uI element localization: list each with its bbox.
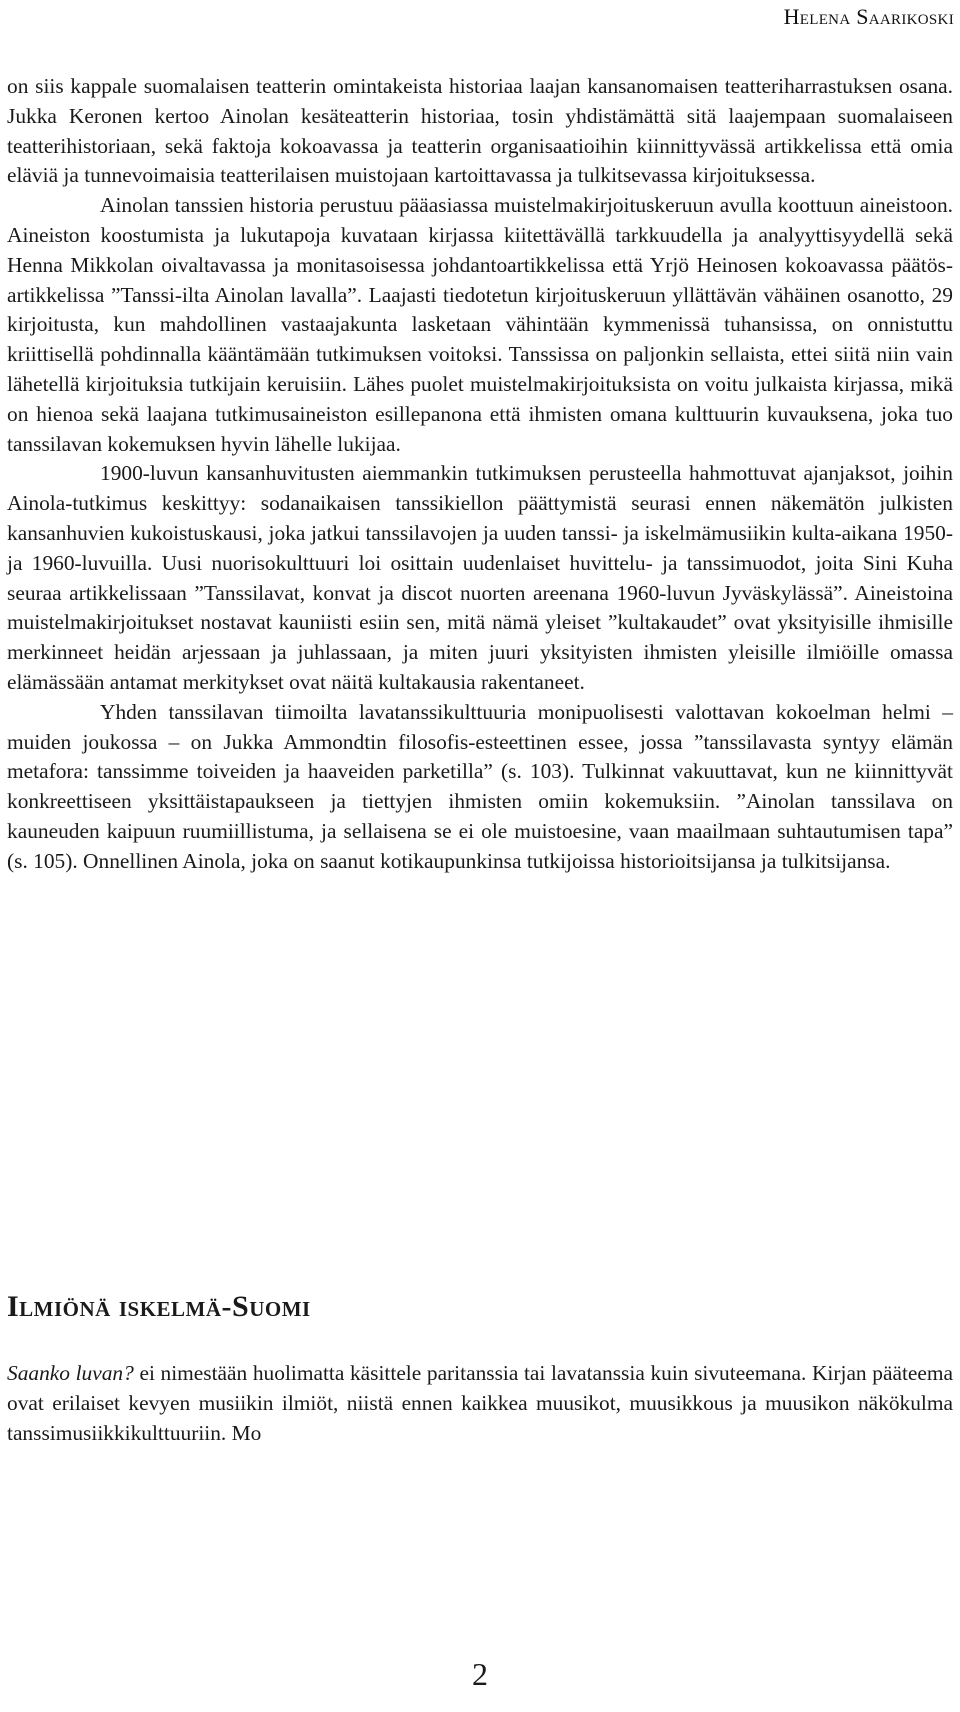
paragraph-4: Yhden tanssilavan tiimoilta lavatanssikulttuuria monipuolisesti valottavan kokoelman helmi – muiden joukossa – on Jukka Ammondtin filosofis-esteettinen essee, jossa ”tanssilavasta syntyy elämän metafora: tanssimme toiveiden ja haaveiden parketilla” (s. 103). Tulkinnat vakuuttavat, kun ne kiinnittyvät konkreettiseen yksittäistapaukseen ja tiettyjen ihmisten omiin kokemuksiin. ”Ainolan tanssilava on kauneuden kaipuun ruumiillistuma, ja sellaisena se ei ole muistoesine, vaan maailmaan suhtautumisen tapa” (s. 105). Onnellinen Ainola, joka on saanut kotikaupunkinsa tutkijoissa historioitsijansa ja tulkitsijansa. [7, 699, 953, 873]
page-number: 2 [472, 1656, 488, 1692]
paragraph-2: Ainolan tanssien historia perustuu pääasiassa muistelmakirjoituskeruun avulla koottuun aineistoon. Aineiston koostumista ja lukutapoja kuvataan kirjassa kiitettävällä tarkkuudella ja analyyttisyydellä sekä Henna Mikkolan oivaltavassa ja monitasoisessa johdantoartikkelissa että Yrjö Heinosen kokoavassa päätösartikkelissa ”Tanssi-ilta Ainolan lavalla”. Laajasti tiedotetun kirjoituskeruun yllättävän vähäinen osanotto, 29 kirjoitusta, kun mahdollinen vastaajakunta lasketaan vähintään kymmenissä tuhansissa, on onnistuttu kriittisellä pohdinnalla kääntämään tutkimuksen voitoksi. Tanssissa on paljonkin sellaista, ettei siitä niin vain lähetellä kirjoituksia tutkijain keruisiin. Lähes puolet muistelmakirjoituksista on voitu julkaista kirjassa, mikä on hienoa sekä laajana tutkimusaineiston esillepanona että ihmisten omana kulttuurin kuvauksena, joka tuo tanssilavan kokemuksen hyvin lähelle lukijaa. [7, 193, 953, 456]
paragraph-1: on siis kappale suomalaisen teatterin omintakeista historiaa laajan kansanomaisen teatteriharrastuksen osana. Jukka Keronen kertoo Ainolan kesäteatterin historiaa, tosin yhdistämättä sitä laajempaan suomalaiseen teatterihistoriaan, sekä faktoja kokoavassa ja teatterin organisaatioihin kiinnittyvässä artikkelissa että omia eläviä ja tunnevoimaisia teatterilaisen muistojaan kartoittavassa ja tulkitsevassa kirjoituksessa. [7, 74, 953, 188]
running-head: Helena Saarikoski [783, 4, 954, 29]
paragraph-3: 1900-luvun kansanhuvitusten aiemmankin tutkimuksen perusteella hahmottuvat ajanjaksot, joihin Ainola-tutkimus keskittyy: sodanaikaisen tanssikiellon päättymistä seurasi ennen näkemätön julkisten kansanhuvien kukoistuskausi, joka jatkui tanssilavojen ja uuden tanssi- ja iskelmämusiikin kulta-aikana 1950- ja 1960-luvuilla. Uusi nuorisokulttuuri loi osittain uudenlaiset huvittelu- ja tanssimuodot, joita Sini Kuha seuraa artikkelissaan ”Tanssilavat, konvat ja discot nuorten areenana 1960-luvun Jyväskylässä”. Aineistoina muistelmakirjoitukset nostavat kauniisti esiin sen, mitä nämä yleiset ”kultakaudet” ovat yksityisille ihmisille merkinneet heidän arjessaan ja juhlassaan, ja miten juuri yksityisten ihmisten yleisille ilmiöille omassa elämässään antamat merkitykset ovat näitä kultakausia rakentaneet. [7, 461, 953, 694]
section-paragraph [7, 1359, 953, 1448]
section-heading: Ilmiönä iskelmä-Suomi [7, 1290, 311, 1323]
section-body-text [7, 1359, 953, 1448]
body-text [7, 72, 953, 877]
book-title: Saanko luvan? [7, 1361, 134, 1385]
section-paragraph-text: ei nimestään huolimatta käsittele paritanssia tai lavatanssia kuin sivuteemana. Kirjan pääteema ovat erilaiset kevyen musiikin ilmiöt, niistä ennen kaikkea muusikot, muusikkous ja muusikon näkökulma tanssimusiikkikulttuuriin. Mo [7, 1361, 954, 1445]
